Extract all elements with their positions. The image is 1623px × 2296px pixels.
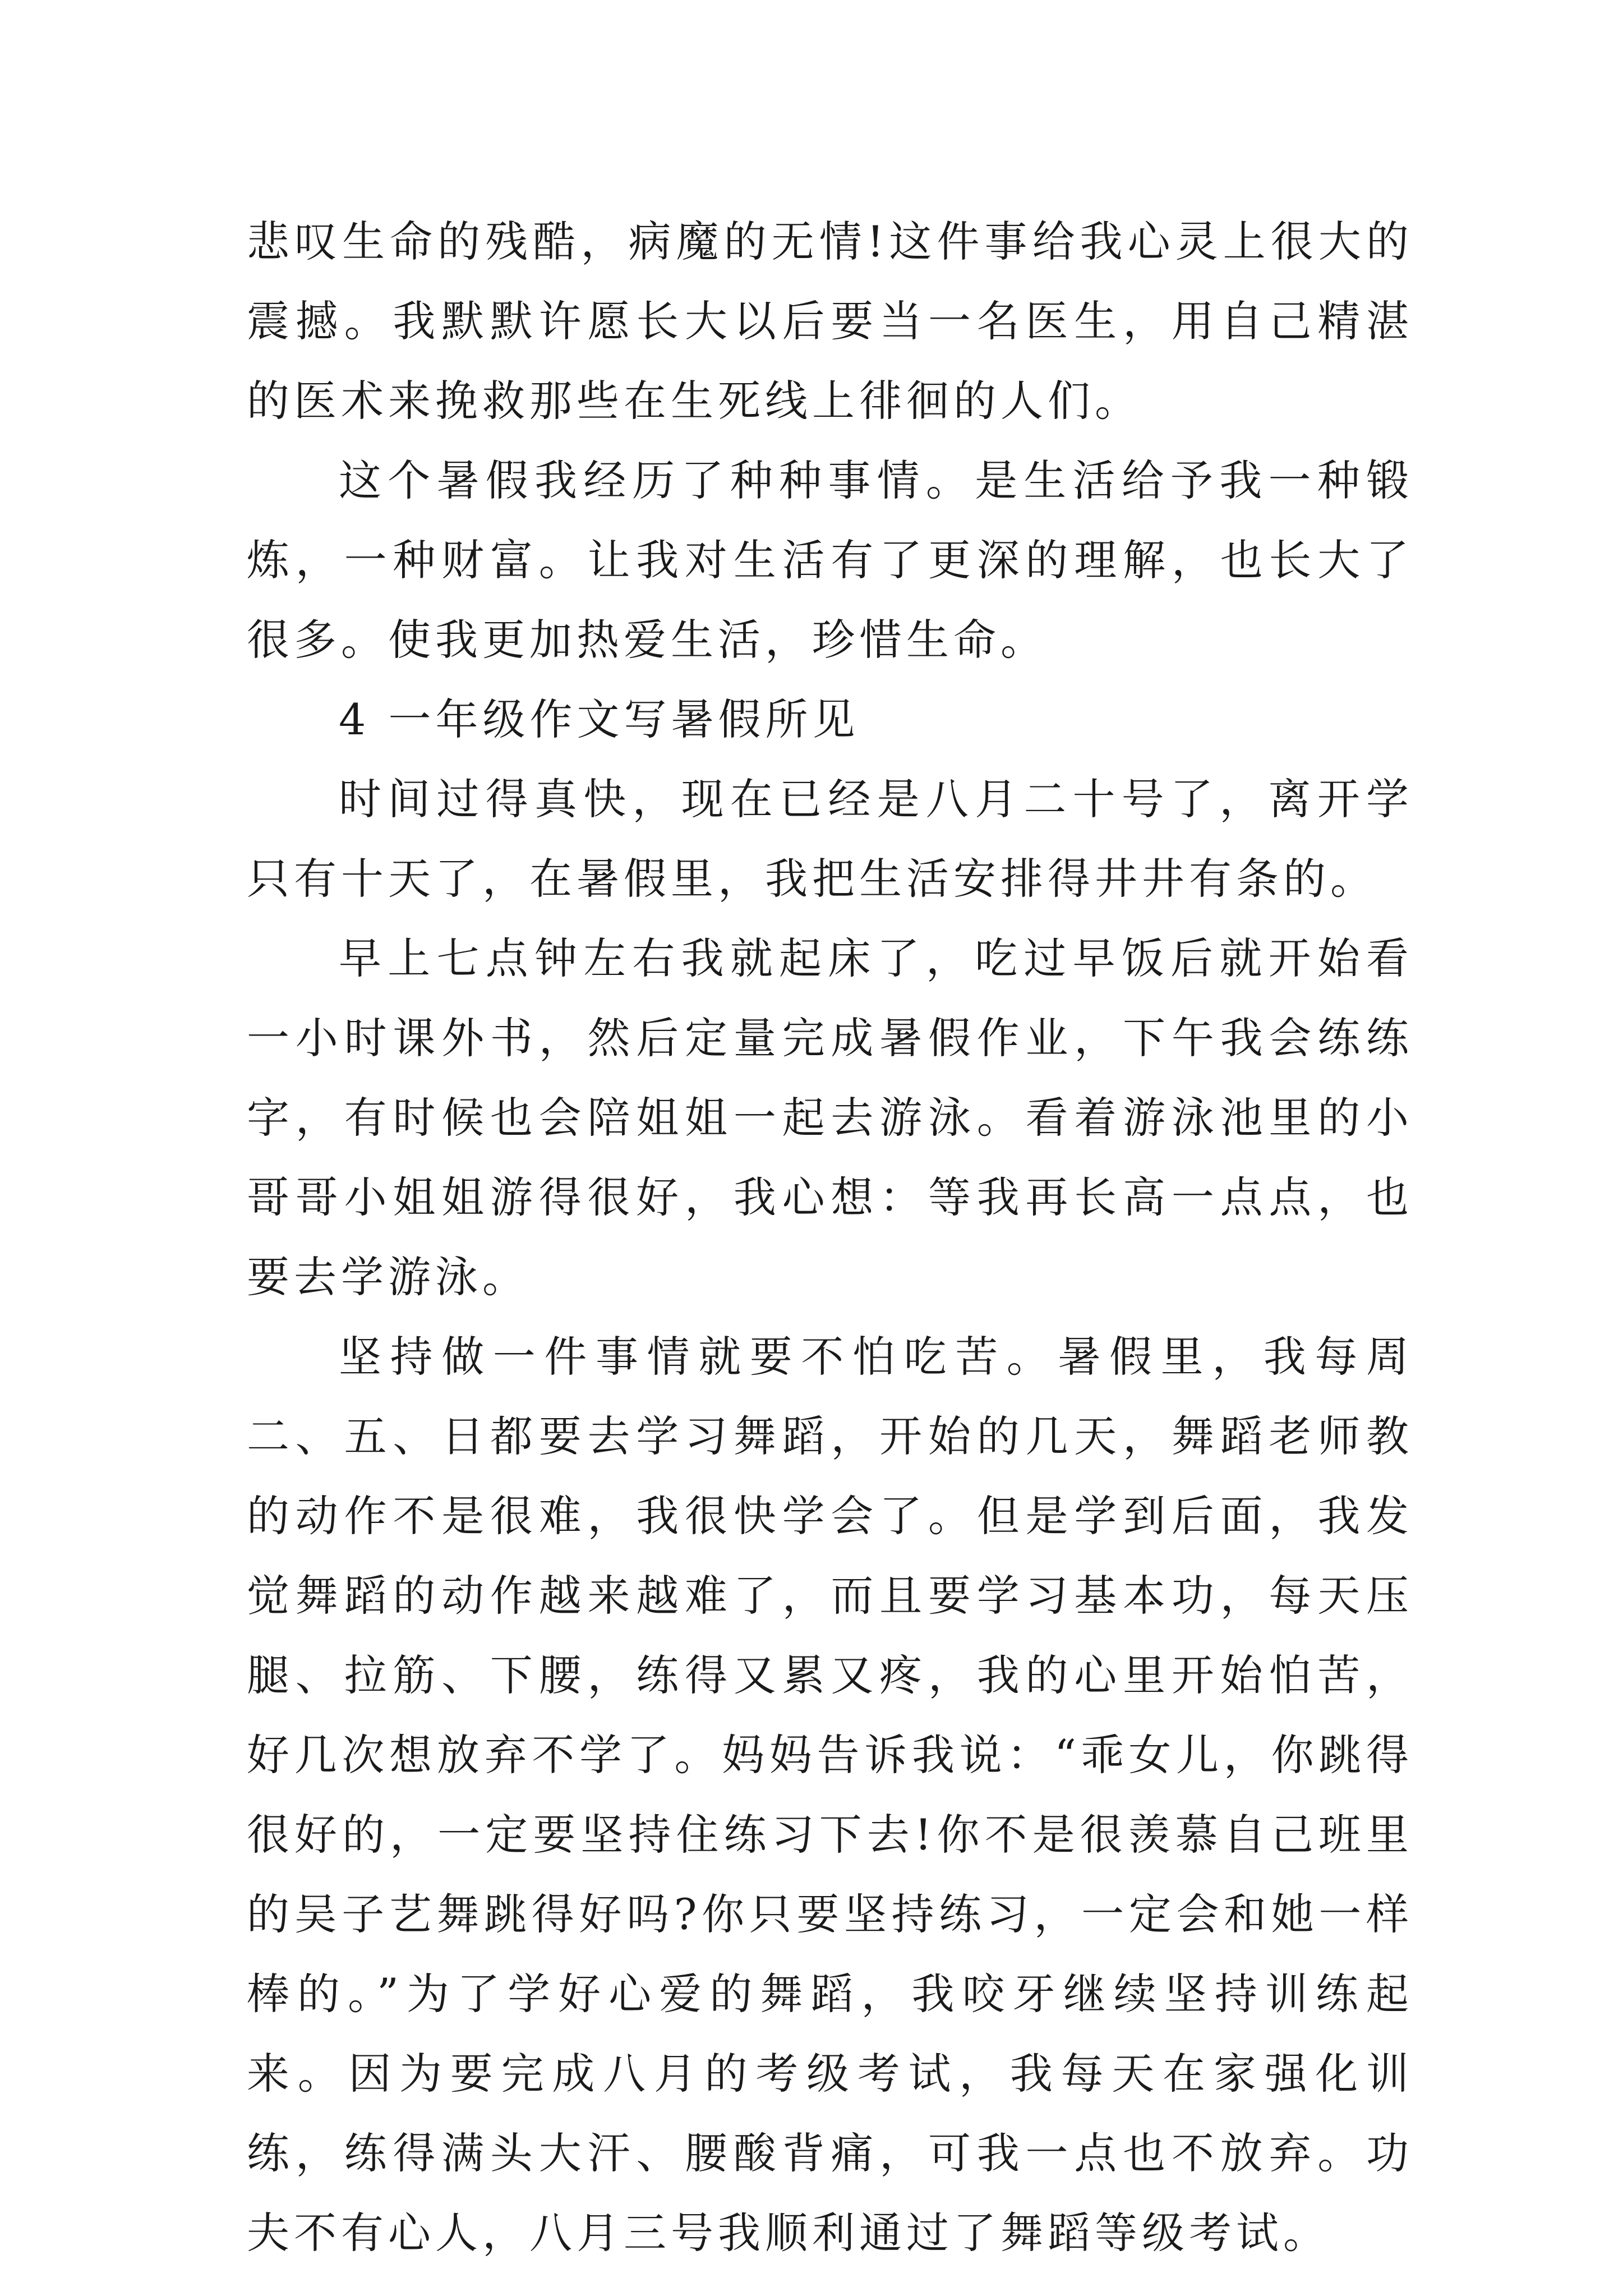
paragraph-1: 悲叹生命的残酷，病魔的无情!这件事给我心灵上很大的震撼。我默默许愿长大以后要当一名医生，用自己精湛的医术来挽救那些在生死线上徘徊的人们。 bbox=[247, 217, 1413, 426]
paragraph-2: 这个暑假我经历了种种事情。是生活给予我一种锻炼，一种财富。让我对生活有了更深的理解，也长大了很多。使我更加热爱生活，珍惜生命。 bbox=[247, 455, 1413, 665]
paragraph-3: 时间过得真快，现在已经是八月二十号了，离开学只有十天了，在暑假里，我把生活安排得井井有条的。 bbox=[247, 774, 1413, 904]
paragraph-4: 早上七点钟左右我就起床了，吃过早饭后就开始看一小时课外书，然后定量完成暑假作业，下午我会练练字，有时候也会陪姐姐一起去游泳。看着游泳池里的小哥哥小姐姐游得很好，我心想：等我再长高一点点，也要去学游泳。 bbox=[247, 933, 1413, 1302]
paragraph-5: 坚持做一件事情就要不怕吃苦。暑假里，我每周二、五、日都要去学习舞蹈，开始的几天，舞蹈老师教的动作不是很难，我很快学会了。但是学到后面，我发觉舞蹈的动作越来越难了，而且要学习基本功，每天压腿、拉筋、下腰，练得又累又疼，我的心里开始怕苦，好几次想放弃不学了。妈妈告诉我说：“乖女儿，你跳得很好的，一定要坚持住练习下去!你不是很羡慕自己班里的吴子艺舞跳得好吗?你只要坚持练习，一定会和她一样棒的。”为了学好心爱的舞蹈，我咬牙继续坚持训练起来。因为要完成八月的考级考试，我每天在家强化训练，练得满头大汗、腰酸背痛，可我一点也不放弃。功夫不有心人，八月三号我顺利通过了舞蹈等级考试。 bbox=[247, 1332, 1413, 2258]
section-heading: 4 一年级作文写暑假所见 bbox=[339, 694, 860, 744]
document-body bbox=[247, 202, 1413, 2273]
